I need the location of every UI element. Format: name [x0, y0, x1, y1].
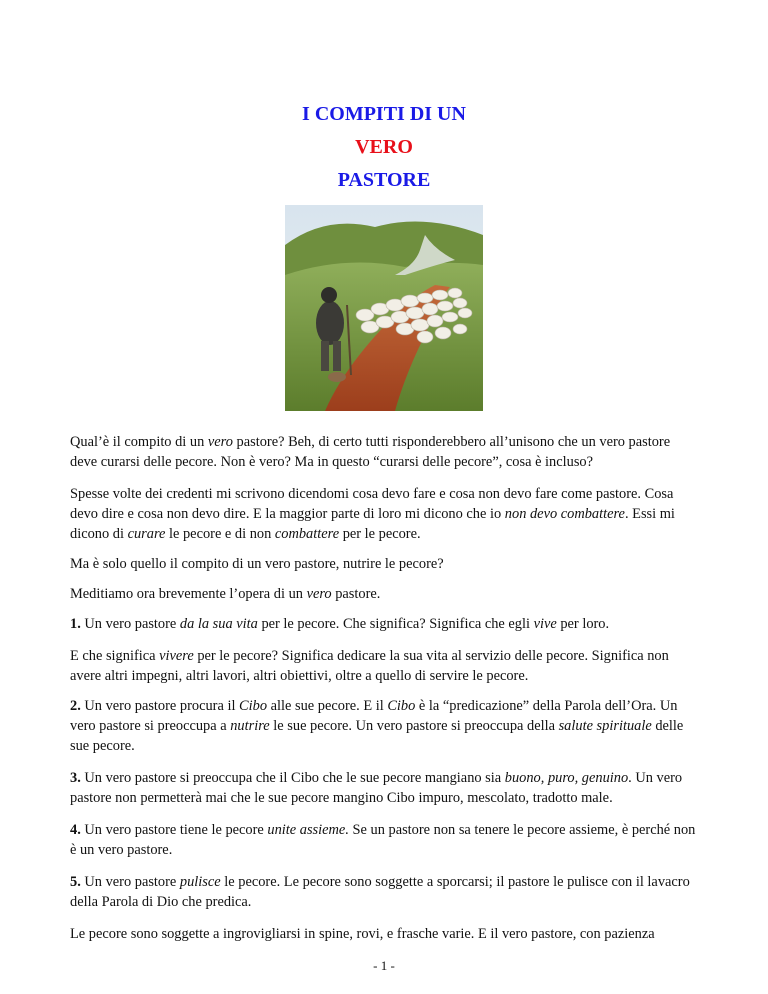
title-line-3: PASTORE — [337, 169, 431, 191]
paragraph-11: Le pecore sono soggette a ingrovigliarsi in spine, rovi, e frasche varie. E il vero pastore, con pazienza — [70, 926, 655, 942]
shepherd-illustration — [285, 205, 483, 411]
paragraph-3: Ma è solo quello il compito di un vero pastore, nutrire le pecore? — [70, 556, 444, 572]
paragraph-6: E che significa vivere per le pecore? Significa dedicare la sua vita al servizio delle pecore. Significa non avere altri impegni, altri lavori, altri obiettivi, oltre a quello di servire le pecore. — [70, 648, 669, 684]
paragraph-8: 3. Un vero pastore si preoccupa che il Cibo che le sue pecore mangiano sia buono, puro, genuino. Un vero pastore non permetterà mai che le sue pecore mangino Cibo impuro, mescolato, tradotto male. — [70, 770, 683, 806]
paragraph-4: Meditiamo ora brevemente l’opera di un vero pastore. — [70, 586, 381, 602]
paragraph-7: 2. Un vero pastore procura il Cibo alle sue pecore. E il Cibo è la “predicazione” della Parola dell’Ora. Un vero pastore si preoccupa a nutrire le sue pecore. Un vero pastore si preoccupa della salute spirituale delle sue pecore. — [70, 698, 684, 754]
paragraph-1: Qual’è il compito di un vero pastore? Beh, di certo tutti risponderebbero all’unisono che un vero pastore deve curarsi delle pecore. Non è vero? Ma in questo “curarsi delle pecore”, cosa è incluso? — [70, 434, 671, 470]
paragraph-5: 1. Un vero pastore da la sua vita per le pecore. Che significa? Significa che egli vive per loro. — [70, 616, 610, 632]
page-number: - 1 - — [373, 958, 395, 973]
paragraph-9: 4. Un vero pastore tiene le pecore unite assieme. Se un pastore non sa tenere le pecore assieme, è perché non è un vero pastore. — [70, 822, 696, 858]
shepherd-flock-image — [285, 205, 483, 411]
paragraph-2: Spesse volte dei credenti mi scrivono dicendomi cosa devo fare e cosa non devo fare come pastore. Cosa devo dire e cosa non devo dire. E la maggior parte di loro mi dicono che io non devo combattere. Essi mi dicono di curare le pecore e di non combattere per le pecore. — [70, 486, 675, 542]
paragraph-10: 5. Un vero pastore pulisce le pecore. Le pecore sono soggette a sporcarsi; il pastore le pulisce con il lavacro della Parola di Dio che predica. — [70, 874, 690, 910]
title-line-1: I COMPITI DI UN — [302, 103, 466, 125]
title-line-2: VERO — [355, 136, 413, 158]
